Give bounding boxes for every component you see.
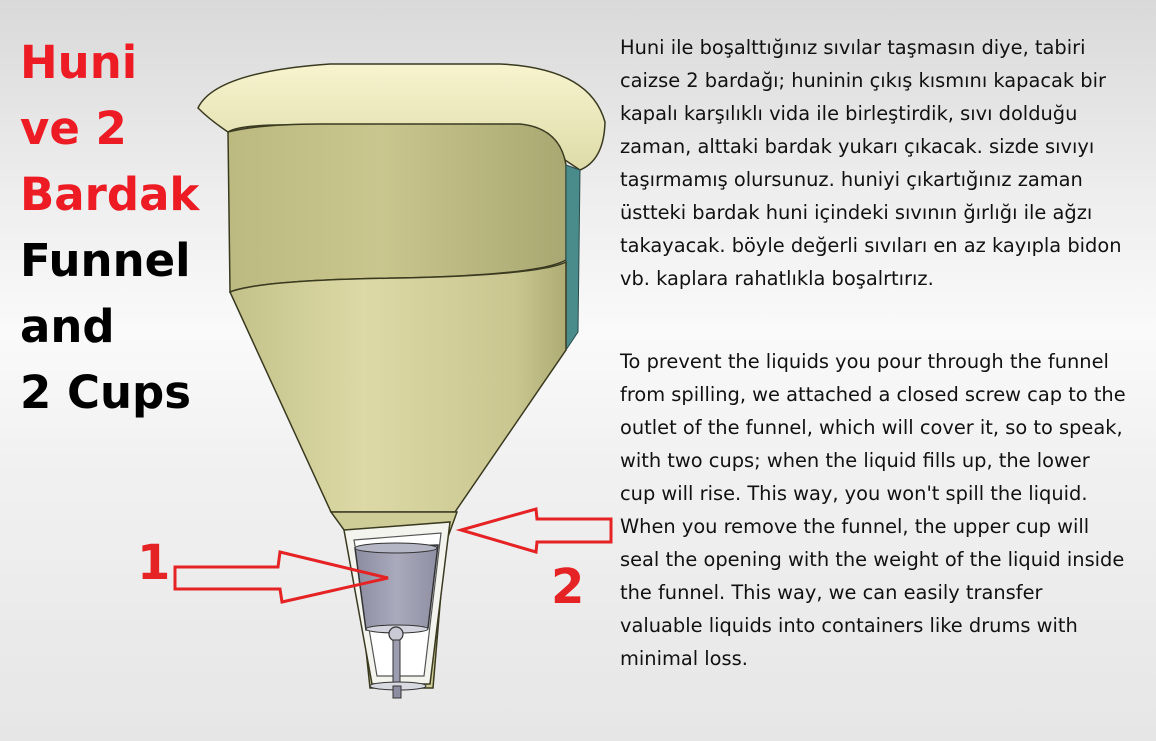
arrow-2 bbox=[461, 509, 611, 552]
title-en-line-2: and bbox=[20, 300, 115, 353]
callout-label-2: 2 bbox=[551, 559, 585, 615]
funnel-cone bbox=[230, 262, 566, 512]
upper-cup-top bbox=[355, 543, 437, 553]
title-tr-line-3: Bardak bbox=[20, 168, 200, 221]
rod-tip bbox=[393, 686, 401, 698]
rod-knob bbox=[389, 627, 403, 641]
title-en-line-1: Funnel bbox=[20, 234, 191, 287]
title-tr-line-1: Huni bbox=[20, 36, 138, 89]
callout-label-1: 1 bbox=[137, 535, 171, 591]
upper-cup-body bbox=[355, 545, 438, 630]
rod bbox=[393, 640, 400, 686]
funnel-cylinder bbox=[228, 124, 566, 292]
description-english: To prevent the liquids you pour through the funnel from spilling, we attached a closed screw cap to the outlet of the funnel, which will cover it, so to speak, with two cups; when the liquid fills up, the lower cup will rise. This way, you won't spill the liquid. When you remove the funnel, the upper cup will seal the opening with the weight of the liquid inside the funnel. This way, we can easily transfer valuable liquids into containers like drums with minimal loss. bbox=[620, 350, 1126, 670]
upper-cup bbox=[355, 543, 438, 633]
title bbox=[20, 30, 199, 426]
title-tr-line-2: ve 2 bbox=[20, 102, 127, 155]
title-en-line-3: 2 Cups bbox=[20, 366, 192, 419]
description-turkish: Huni ile boşalttığınız sıvılar taşmasın diye, tabiri caizse 2 bardağı; huninin çıkış kısmını kapacak bir kapalı karşılıklı vida ile birleştirdik, sıvı dolduğu zaman, alttaki bardak yukarı çıkacak. sizde sıvıyı taşırmamış olursunuz. huniyi çıkartığınız zaman üstteki bardak huni içindeki sıvının ğırlığı ile ağzı takayacak. böyle değerli sıvıları en az kayıpla bidon vb. kaplara rahatlıkla boşalrtırız. bbox=[620, 36, 1122, 290]
funnel-teal-edge bbox=[566, 165, 580, 350]
